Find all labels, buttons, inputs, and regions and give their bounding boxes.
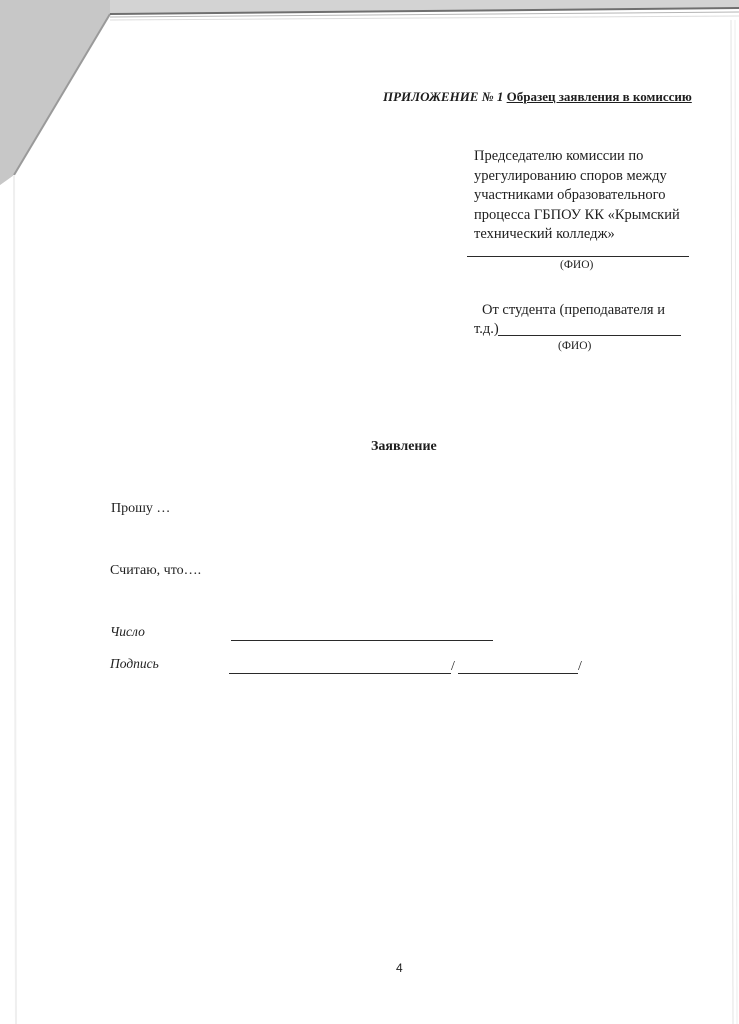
statement-request: Прошу … [111, 501, 171, 516]
sender-line-2: т.д.) [474, 321, 499, 337]
signature-slash-2: / [578, 659, 582, 674]
sender-fio-caption: (ФИО) [558, 340, 592, 352]
appendix-heading [383, 89, 692, 105]
signature-label: Подпись [110, 656, 159, 671]
page-number: 4 [396, 961, 403, 975]
signature-line [229, 673, 451, 674]
statement-title: Заявление [371, 439, 437, 454]
sender-line-1: От студента (преподавателя и [482, 302, 665, 318]
date-label: Число [110, 624, 145, 639]
addressee-block: Председателю комиссии по урегулированию споров между участниками образовательного процесса ГБПОУ КК «Крымский технический колледж» [474, 148, 680, 242]
appendix-label: ПРИЛОЖЕНИЕ № 1 [383, 89, 504, 104]
date-line [231, 640, 493, 641]
addressee-fio-line [467, 256, 689, 257]
addressee-fio-caption: (ФИО) [560, 259, 594, 271]
appendix-title: Образец заявления в комиссию [506, 89, 692, 104]
signature-name-line [458, 673, 578, 674]
sender-fio-line [498, 335, 681, 336]
statement-reason: Считаю, что…. [110, 563, 202, 578]
signature-slash-1: / [451, 659, 455, 674]
